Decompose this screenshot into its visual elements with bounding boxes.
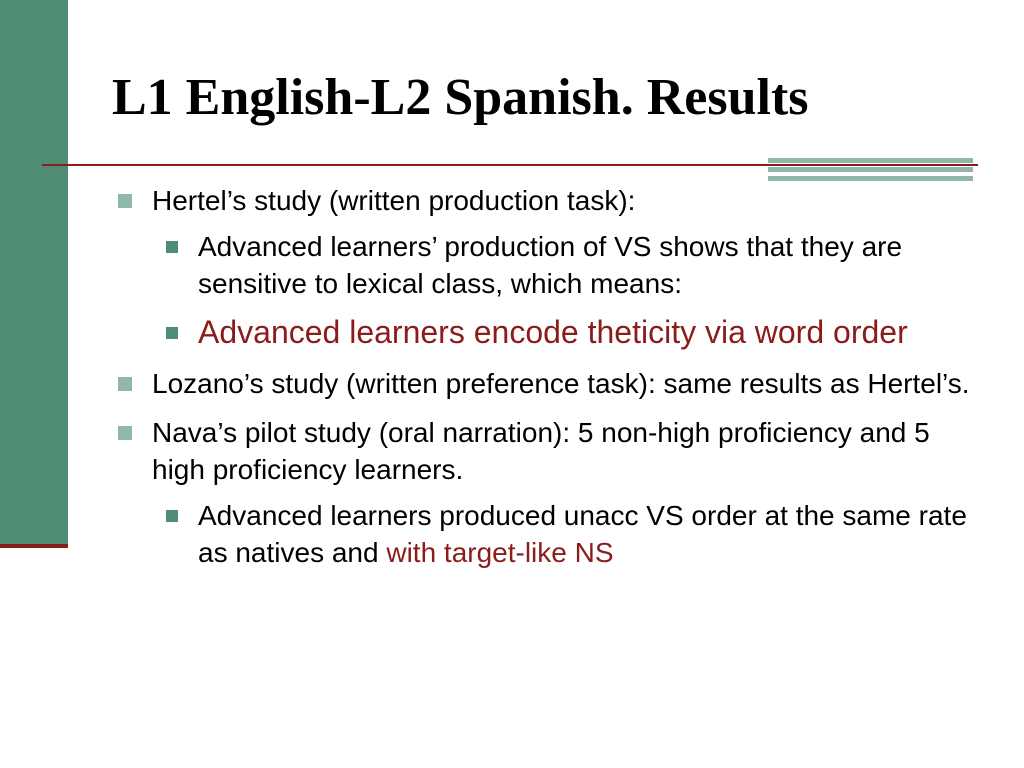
- bullet-item: [112, 365, 972, 402]
- square-bullet-icon: [118, 194, 132, 208]
- square-bullet-icon: [166, 327, 178, 339]
- highlight-text: with target-like NS: [386, 537, 614, 568]
- bullet-item: [112, 414, 972, 488]
- square-bullet-icon: [166, 510, 178, 522]
- sub-bullet-item: [112, 497, 972, 571]
- bullet-text: Hertel’s study (written production task):: [152, 185, 636, 216]
- accent-bar: [768, 158, 973, 163]
- square-bullet-icon: [118, 377, 132, 391]
- bullet-list: [112, 182, 972, 571]
- sidebar-rule: [0, 544, 68, 548]
- title-rule: [42, 164, 978, 166]
- square-bullet-icon: [118, 426, 132, 440]
- accent-bar: [768, 167, 973, 172]
- sub-bullet-text: Advanced learners encode theticity via word order: [198, 314, 908, 350]
- bullet-text: Nava’s pilot study (oral narration): 5 non-high proficiency and 5 high proficiency learners.: [152, 417, 930, 485]
- sub-bullet-item-highlight: [112, 311, 972, 353]
- sub-bullet-text: Advanced learners produced unacc VS order at the same rate as natives and: [198, 500, 967, 568]
- accent-bar: [768, 176, 973, 181]
- square-bullet-icon: [166, 241, 178, 253]
- bullet-item: [112, 182, 972, 219]
- sub-bullet-text: Advanced learners’ production of VS shows that they are sensitive to lexical class, which means:: [198, 231, 903, 299]
- sub-bullet-item: [112, 228, 972, 302]
- slide-title: L1 English-L2 Spanish. Results: [112, 69, 809, 126]
- bullet-text: Lozano’s study (written preference task): same results as Hertel’s.: [152, 368, 970, 399]
- sidebar-band: [0, 0, 68, 546]
